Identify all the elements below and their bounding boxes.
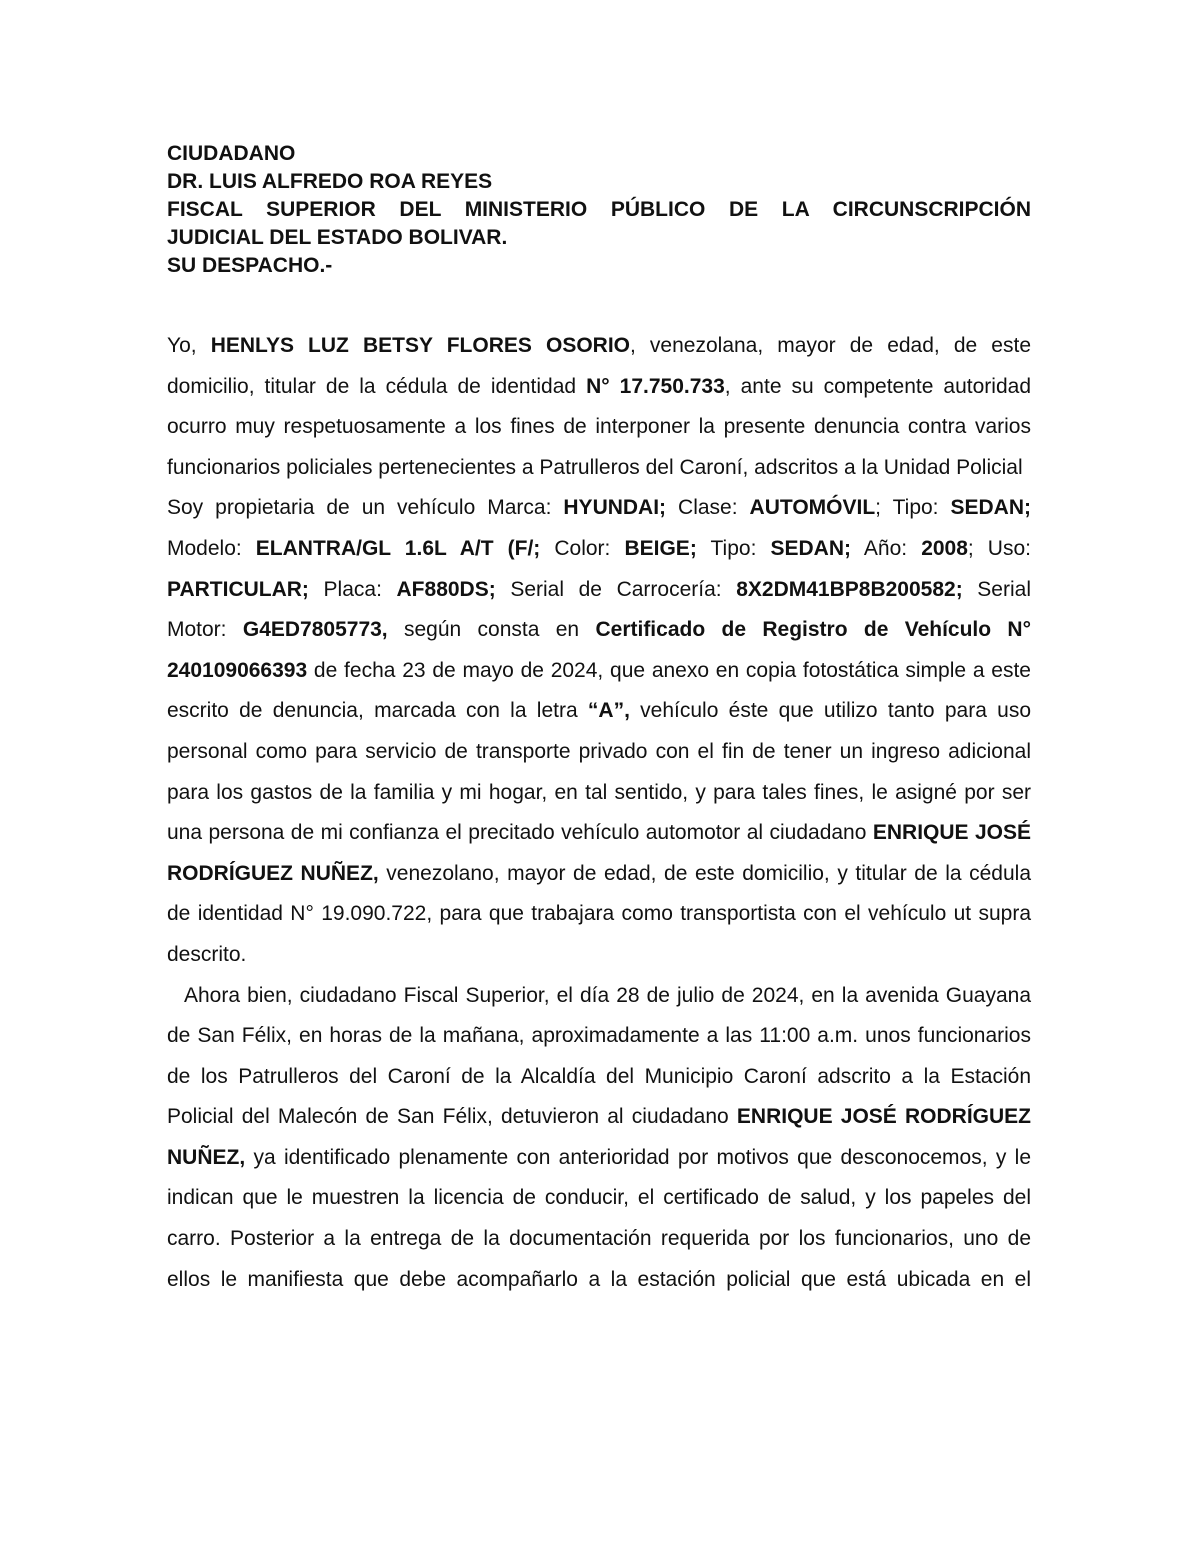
vehicle-type: SEDAN; (950, 496, 1031, 520)
text-run: Soy propietaria de un vehículo Marca: (167, 496, 564, 520)
vehicle-model: ELANTRA/GL 1.6L A/T (F/; (255, 536, 541, 560)
text-run: Ahora bien, ciudadano Fiscal Superior, el día 28 de julio de 2024, en la avenida Guayana de San Félix, en horas de la mañana, aproximadamente a las 11:00 a.m. unos funcionarios de los Patrulleros del Caroní de la Alcaldía del Municipio Caroní adscrito a la Estación Policial del Malecón de San Félix, detuvieron al ciudadano (167, 983, 1031, 1129)
text-run: , venezolana, mayor de edad, de este domicilio, titular de la cédula de identidad (167, 334, 1031, 398)
header-line-4: JUDICIAL DEL ESTADO BOLIVAR. (167, 226, 508, 249)
text-run: ; Uso: (967, 536, 1031, 560)
paragraph-incident (167, 976, 1031, 1301)
header-line-5: SU DESPACHO.- (167, 254, 333, 277)
paragraph-intro (167, 326, 1031, 488)
annex-letter: “A”, (587, 699, 630, 723)
text-run: vehículo éste que utilizo tanto para uso personal como para servicio de transporte privado con el fin de tener un ingreso adicional para los gastos de la familia y mi hogar, en tal sentido, y para tales fines, le asigné por ser una persona de mi confianza el precitado vehículo automotor al ciudadano (167, 699, 1031, 845)
text-run: , ante su competente autoridad ocurro muy respetuosamente a los fines de interponer la presente denuncia contra varios funcionarios policiales pertenecientes a Patrulleros del Caroní, adscritos a la Unidad Policial (167, 374, 1031, 479)
vehicle-plate: AF880DS; (396, 577, 496, 601)
vehicle-type-2: SEDAN; (770, 536, 851, 560)
vehicle-use: PARTICULAR; (167, 577, 309, 601)
text-run: de fecha 23 de mayo de 2024, que anexo en copia fotostática simple a este escrito de denuncia, marcada con la letra (167, 658, 1031, 723)
text-run: ya identificado plenamente con anterioridad por motivos que desconocemos, y le indican que le muestren la licencia de conducir, el certificado de salud, y los papeles del carro. Posterior a la entrega de la documentación requerida por los funcionarios, uno de ellos le manifiesta que debe acompañarlo a la estación policial que está ubicada en el (167, 1145, 1031, 1291)
text-run: Clase: (666, 496, 750, 520)
vehicle-body-serial: 8X2DM41BP8B200582; (736, 577, 963, 601)
text-run: Modelo: (167, 536, 256, 560)
complainant-name: HENLYS LUZ BETSY FLORES OSORIO (210, 334, 630, 357)
vehicle-brand: HYUNDAI; (563, 496, 667, 520)
text-run: Placa: (308, 577, 397, 601)
text-run: venezolano, mayor de edad, de este domicilio, y titular de la cédula de identidad N° 19.090.722, para que trabajara como transportista con el vehículo ut supra descrito. (167, 861, 1031, 966)
document-body (167, 326, 1031, 1300)
vehicle-year: 2008 (921, 536, 968, 560)
header-line-1: CIUDADANO (167, 142, 296, 165)
vehicle-color: BEIGE; (624, 536, 697, 560)
text-run: Color: (540, 536, 625, 560)
complainant-id-number: N° 17.750.733 (586, 374, 725, 398)
text-run: según consta en (387, 618, 596, 642)
text-run: Yo, (167, 334, 211, 357)
text-run: Serial Motor: (167, 577, 1031, 642)
header-line-3: FISCAL SUPERIOR DEL MINISTERIO PÚBLICO DE LA CIRCUNSCRIPCIÓN (167, 198, 1031, 221)
text-run: Año: (851, 536, 922, 560)
text-run: Tipo: (696, 536, 771, 560)
driver-name: ENRIQUE JOSÉ RODRÍGUEZ NUÑEZ, (167, 821, 1031, 885)
vehicle-engine-serial: G4ED7805773, (242, 618, 388, 642)
vehicle-class: AUTOMÓVIL (749, 496, 876, 520)
registration-certificate: Certificado de Registro de Vehículo N° 240109066393 (167, 618, 1031, 682)
paragraph-vehicle (167, 488, 1031, 975)
text-run: Serial de Carrocería: (495, 577, 737, 601)
driver-name: ENRIQUE JOSÉ RODRÍGUEZ NUÑEZ, (167, 1105, 1031, 1169)
addressee-header (167, 140, 1031, 280)
header-line-2: DR. LUIS ALFREDO ROA REYES (167, 170, 493, 193)
text-run: ; Tipo: (875, 496, 951, 520)
